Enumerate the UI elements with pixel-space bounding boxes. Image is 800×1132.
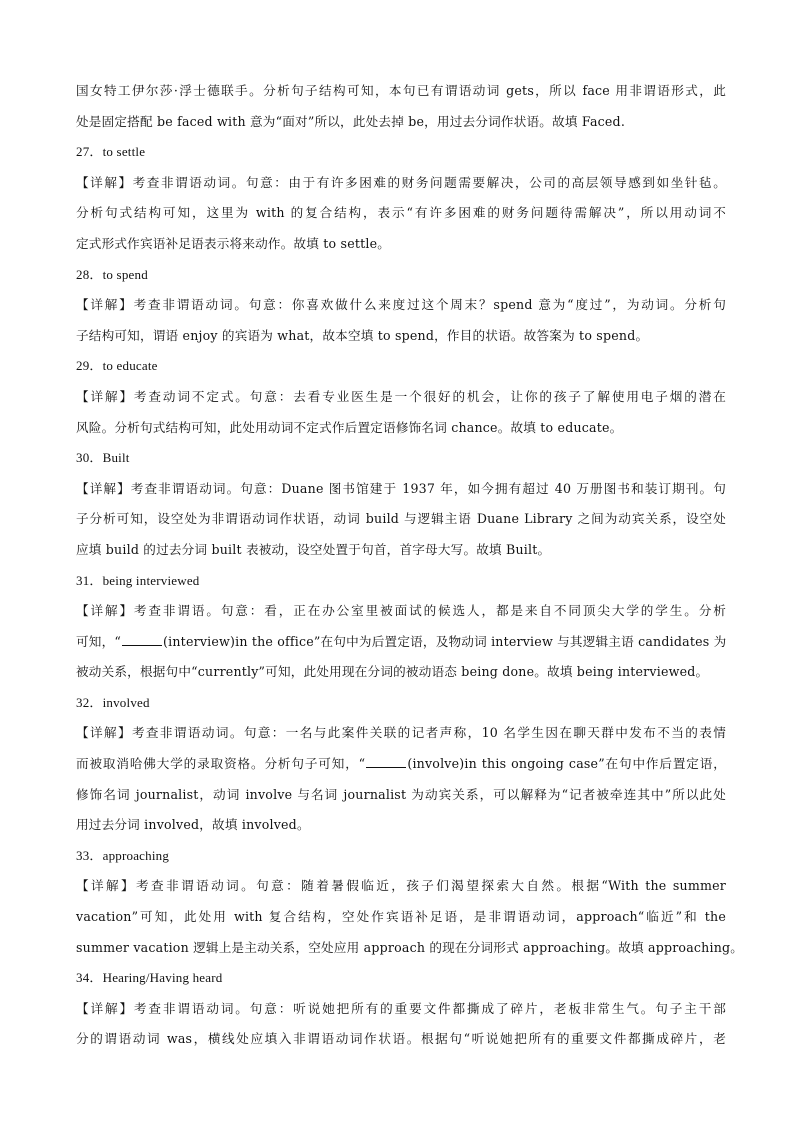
answer-heading: 33．approaching xyxy=(76,847,170,863)
fill-in-blank xyxy=(122,631,162,646)
text-line: 子结构可知，谓语 enjoy 的宾语为 what，故本空填 to spend，作目的状语。故答案为 to spend。 xyxy=(76,327,649,343)
answer-heading: 32．involved xyxy=(76,694,150,710)
text-line: summer vacation 逻辑上是主动关系，空处应用 approach 的现在分词形式 approaching。故填 approaching。 xyxy=(76,939,744,955)
text-line: 定式形式作宾语补足语表示将来动作。故填 to settle。 xyxy=(76,235,391,251)
text-line: 被动关系，根据句中“currently”可知，此处用现在分词的被动语态 being done。故填 being interviewed。 xyxy=(76,664,709,680)
answer-heading: 30．Built xyxy=(76,450,130,466)
document-page xyxy=(76,76,744,1055)
text-line: 应填 build 的过去分词 built 表被动，设空处置于句首，首字母大写。故填 Built。 xyxy=(76,541,551,557)
text-line: 风险。分析句式结构可知，此处用动词不定式作后置定语修饰名词 chance。故填 to educate。 xyxy=(76,419,623,435)
answer-heading: 31．being interviewed xyxy=(76,572,200,588)
text-line: 【详解】考查非谓语。句意：看，正在办公室里被面试的候选人，都是来自不同顶尖大学的学生。分析 xyxy=(76,603,726,619)
answer-heading: 27．to settle xyxy=(76,144,146,160)
fill-in-blank xyxy=(366,753,406,768)
text-line: vacation”可知，此处用 with 复合结构，空处作宾语补足语，是非谓语动词，approach“临近”和 the xyxy=(76,909,726,925)
text-line: 【详解】考查非谓语动词。句意：Duane 图书馆建于 1937 年，如今拥有超过 40 万册图书和装订期刊。句 xyxy=(76,480,726,496)
text-line xyxy=(76,749,726,780)
text-line: 处是固定搭配 be faced with 意为“面对”所以，此处去掉 be，用过去分词作状语。故填 Faced. xyxy=(76,113,626,129)
text-line: 国女特工伊尔莎·浮士德联手。分析句子结构可知，本句已有谓语动词 gets，所以 face 用非谓语形式，此 xyxy=(76,83,726,98)
text-line: 用过去分词 involved，故填 involved。 xyxy=(76,817,310,833)
text-segment: (involve)in this ongoing case”在句中作后置定语， xyxy=(407,756,726,772)
text-line: 【详解】考查非谓语动词。句意：由于有许多困难的财务问题需要解决，公司的高层领导感到如坐针毡。 xyxy=(76,174,726,190)
answer-heading: 28．to spend xyxy=(76,266,148,282)
text-line: 【详解】考查动词不定式。句意：去看专业医生是一个很好的机会，让你的孩子了解使用电子烟的潜在 xyxy=(76,388,726,404)
text-line: 子分析可知，设空处为非谓语动词作状语，动词 build 与逻辑主语 Duane Library 之间为动宾关系，设空处 xyxy=(76,511,726,527)
text-line: 修饰名词 journalist，动词 involve 与名词 journalist 为动宾关系，可以解释为“记者被牵连其中”所以此处 xyxy=(76,786,726,802)
text-line: 【详解】考查非谓语动词。句意：一名与此案件关联的记者声称，10 名学生因在聊天群中发布不当的表情 xyxy=(76,725,726,741)
answer-heading: 29．to educate xyxy=(76,358,158,374)
answer-heading: 34．Hearing/Having heard xyxy=(76,970,223,986)
text-segment: (interview)in the office”在句中为后置定语，及物动词 interview 与其逻辑主语 candidates 为 xyxy=(163,633,727,649)
text-segment: 可知，“ xyxy=(76,633,122,649)
text-segment: 而被取消哈佛大学的录取资格。分析句子可知，“ xyxy=(76,756,366,772)
text-line: 【详解】考查非谓语动词。句意：听说她把所有的重要文件都撕成了碎片，老板非常生气。句子主干部 xyxy=(76,1000,726,1016)
text-line: 【详解】考查非谓语动词。句意：你喜欢做什么来度过这个周末？spend 意为“度过”，为动词。分析句 xyxy=(76,297,726,313)
text-line: 分析句式结构可知，这里为 with 的复合结构，表示“有许多困难的财务问题待需解决”，所以用动词不 xyxy=(76,205,726,221)
text-line xyxy=(76,627,726,658)
text-line: 【详解】考查非谓语动词。句意：随着暑假临近，孩子们渴望探索大自然。根据“With the summer xyxy=(76,878,726,894)
text-line: 分的谓语动词 was，横线处应填入非谓语动词作状语。根据句“听说她把所有的重要文件都撕成碎片，老 xyxy=(76,1031,726,1047)
